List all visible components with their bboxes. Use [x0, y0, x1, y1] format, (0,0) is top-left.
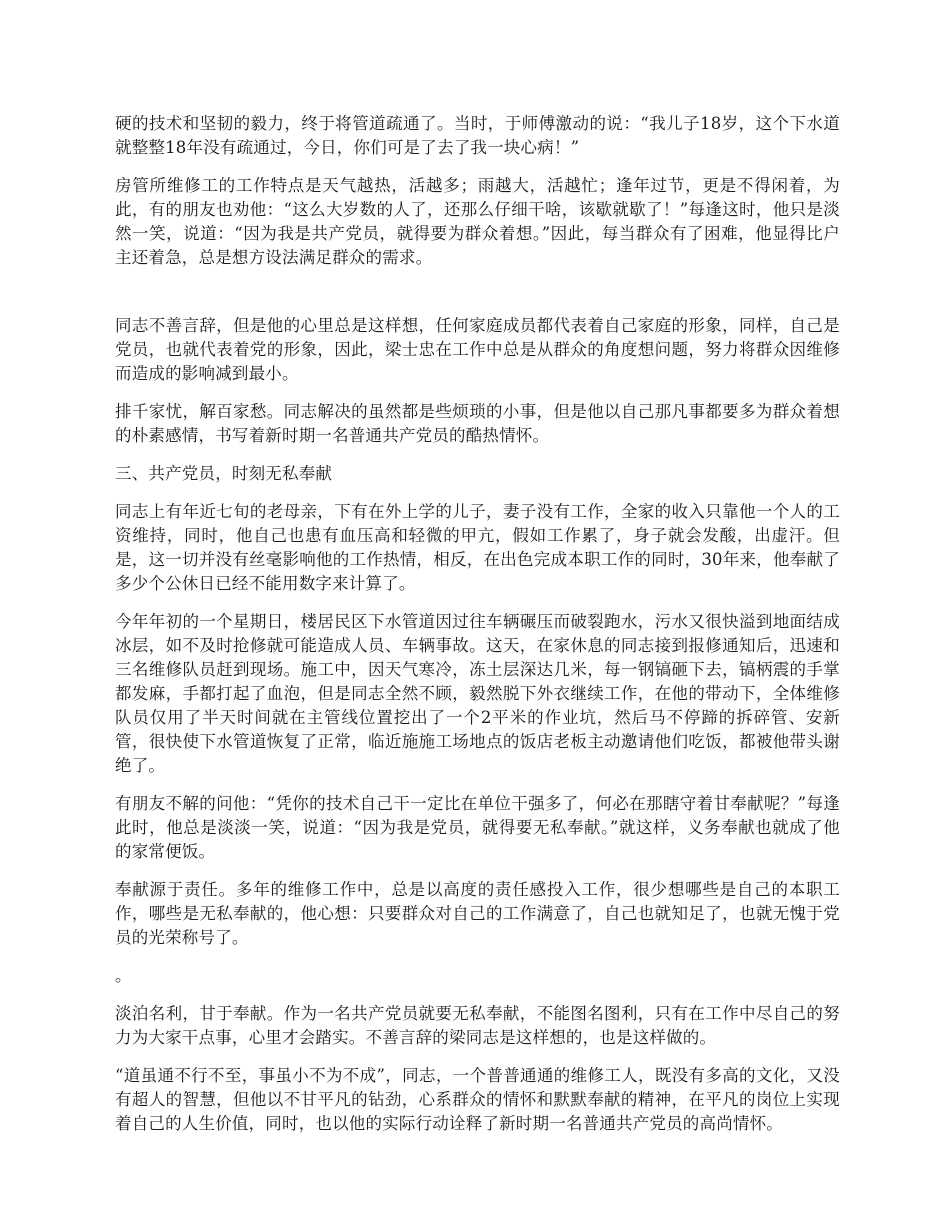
paragraph-dot: 。	[115, 966, 132, 985]
paragraph-1: 硬的技术和坚韧的毅力，终于将管道疏通了。当时，于师傅激动的说：“我儿子18岁，这个下水道就整整18年没有疏通过，今日，你们可是了去了我一块心病！”	[115, 114, 840, 157]
paragraph-7: 有朋友不解的问他：“凭你的技术自己干一定比在单位干强多了，何必在那瞎守着甘奉献呢？”每逢此时，他总是淡淡一笑，说道：“因为我是党员，就得要无私奉献。”就这样，义务奉献也就成了他的家常便饭。	[115, 794, 840, 861]
paragraph-10: “道虽通不行不至，事虽小不为不成”，同志，一个普普通通的维修工人，既没有多高的文化，又没有超人的智慧，但他以不甘平凡的钻劲，心系群众的情怀和默默奉献的精神，在平凡的岗位上实现着自己的人生价值，同时，也以他的实际行动诠释了新时期一名普通共产党员的高尚情怀。	[115, 1066, 840, 1133]
paragraph-3: 同志不善言辞，但是他的心里总是这样想，任何家庭成员都代表着自己家庭的形象，同样，自己是党员，也就代表着党的形象，因此，梁士忠在工作中总是从群众的角度想问题，努力将群众因维修而造成的影响减到最小。	[115, 316, 840, 383]
paragraph-9: 淡泊名利，甘于奉献。作为一名共产党员就要无私奉献，不能图名图利，只有在工作中尽自己的努力为大家干点事，心里才会踏实。不善言辞的梁同志是这样想的，也是这样做的。	[115, 1004, 840, 1047]
paragraph-2: 房管所维修工的工作特点是天气越热，活越多；雨越大，活越忙；逢年过节，更是不得闲着，为此，有的朋友也劝他：“这么大岁数的人了，还那么仔细干啥，该歇就歇了！”每逢这时，他只是淡然一笑，说道：“因为我是共产党员，就得要为群众着想。”因此，每当群众有了困难，他显得比户主还着急，总是想方设法满足群众的需求。	[115, 176, 840, 267]
paragraph-5: 同志上有年近七旬的老母亲，下有在外上学的儿子，妻子没有工作，全家的收入只靠他一个人的工资维持，同时，他自己也患有血压高和轻微的甲亢，假如工作累了，身子就会发酸，出虚汗。但是，这一切并没有丝毫影响他的工作热情，相反，在出色完成本职工作的同时，30年来，他奉献了多少个公休日已经不能用数字来计算了。	[115, 502, 840, 593]
paragraph-6: 今年年初的一个星期日，楼居民区下水管道因过往车辆碾压而破裂跑水，污水又很快溢到地面结成冰层，如不及时抢修就可能造成人员、车辆事故。这天，在家休息的同志接到报修通知后，迅速和三名维修队员赶到现场。施工中，因天气寒冷，冻土层深达几米，每一钢镐砸下去，镐柄震的手掌都发麻，手都打起了血泡，但是同志全然不顾，毅然脱下外衣继续工作，在他的带动下，全体维修队员仅用了半天时间就在主管线位置挖出了一个2平米的作业坑，然后马不停蹄的拆碎管、安新管，很快使下水管道恢复了正常，临近施施工场地点的饭店老板主动邀请他们吃饭，都被他带头谢绝了。	[115, 612, 840, 775]
paragraph-4: 排千家忧，解百家愁。同志解决的虽然都是些烦琐的小事，但是他以自己那凡事都要多为群众着想的朴素感情，书写着新时期一名普通共产党员的酷热情怀。	[115, 402, 840, 445]
section-heading: 三、共产党员，时刻无私奉献	[115, 464, 333, 483]
document-body	[115, 112, 840, 1150]
paragraph-8: 奉献源于责任。多年的维修工作中，总是以高度的责任感投入工作，很少想哪些是自己的本职工作，哪些是无私奉献的，他心想：只要群众对自己的工作满意了，自己也就知足了，也就无愧于党员的光荣称号了。	[115, 880, 840, 947]
